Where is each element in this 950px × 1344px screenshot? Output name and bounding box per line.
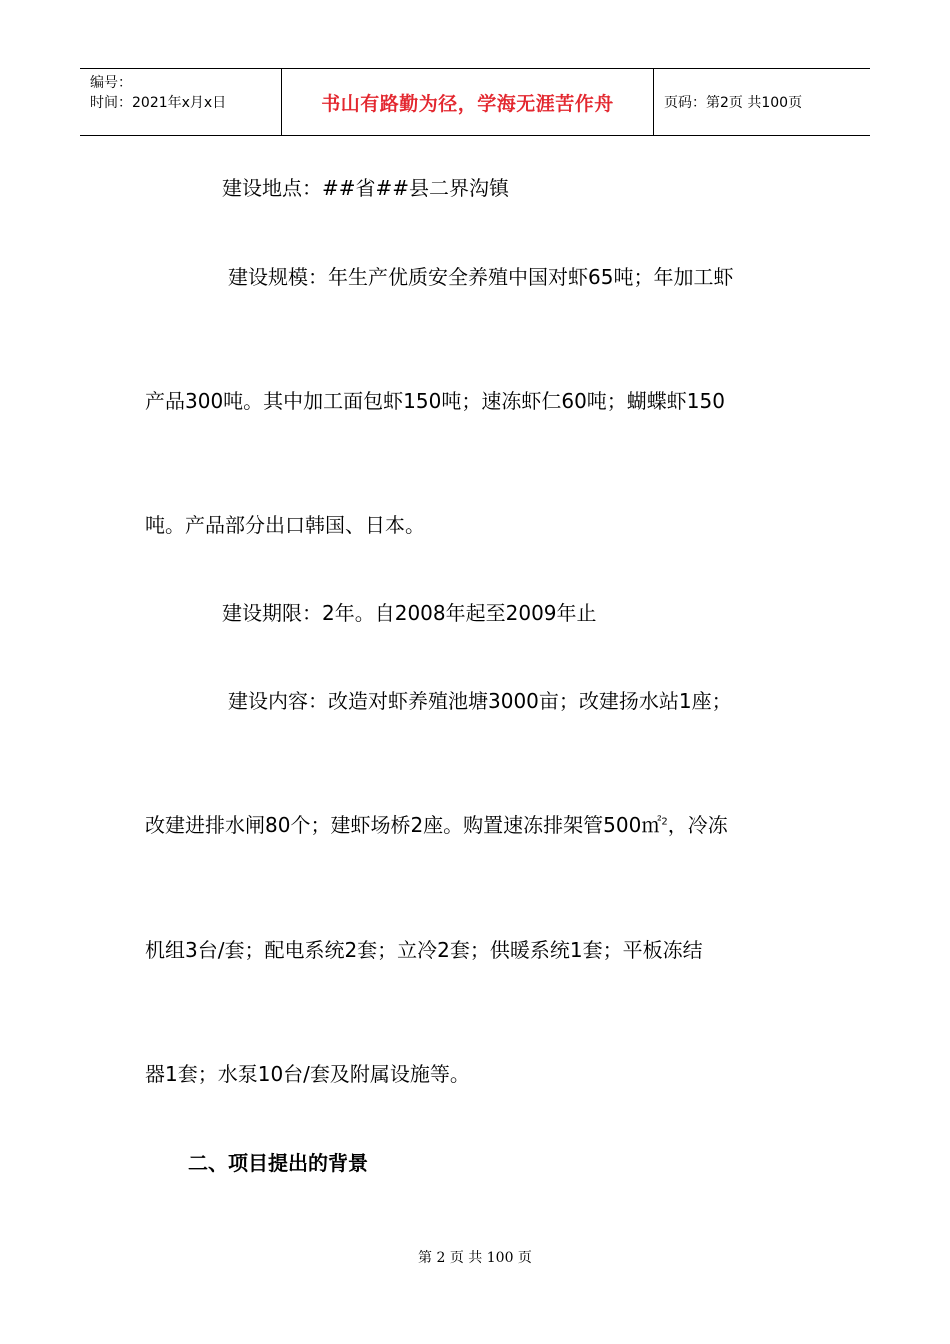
scale-line-2: 产品300吨。其中加工面包虾150吨；速冻虾仁60吨；蝴蝶虾150	[145, 389, 725, 413]
content-line-2a: 改建进排水闸80个；建虾场桥2座。购置速冻排架管500㎡	[145, 813, 662, 837]
content-line-2	[145, 809, 728, 838]
page-footer: 第 2 页 共 100 页	[418, 1250, 532, 1266]
page-header	[80, 68, 870, 136]
number-label: 编号：	[90, 75, 132, 91]
content-line-4: 器1套；水泵10台/套及附属设施等。	[145, 1062, 470, 1086]
section-heading: 二、项目提出的背景	[188, 1151, 368, 1175]
location-line: 建设地点：##省##县二界沟镇	[222, 176, 510, 200]
scale-line-3: 吨。产品部分出口韩国、日本。	[145, 513, 425, 537]
content-line-2b: ，冷冻	[667, 813, 728, 837]
header-motto-cell	[282, 69, 654, 135]
header-page-info: 页码：第2页 共100页	[664, 95, 803, 111]
content-line-1: 建设内容：改造对虾养殖池塘3000亩；改建扬水站1座；	[228, 689, 732, 713]
superscript: 2	[661, 816, 668, 828]
header-page-info-cell	[654, 69, 870, 135]
period-line: 建设期限：2年。自2008年起至2009年止	[222, 601, 597, 625]
scale-line-1: 建设规模：年生产优质安全养殖中国对虾65吨；年加工虾	[228, 265, 734, 289]
content-line-3: 机组3台/套；配电系统2套；立冷2套；供暖系统1套；平板冻结	[145, 938, 703, 962]
time-label: 时间：2021年x月x日	[90, 95, 227, 111]
header-motto: 书山有路勤为径，学海无涯苦作舟	[321, 92, 614, 115]
header-meta	[80, 69, 282, 135]
